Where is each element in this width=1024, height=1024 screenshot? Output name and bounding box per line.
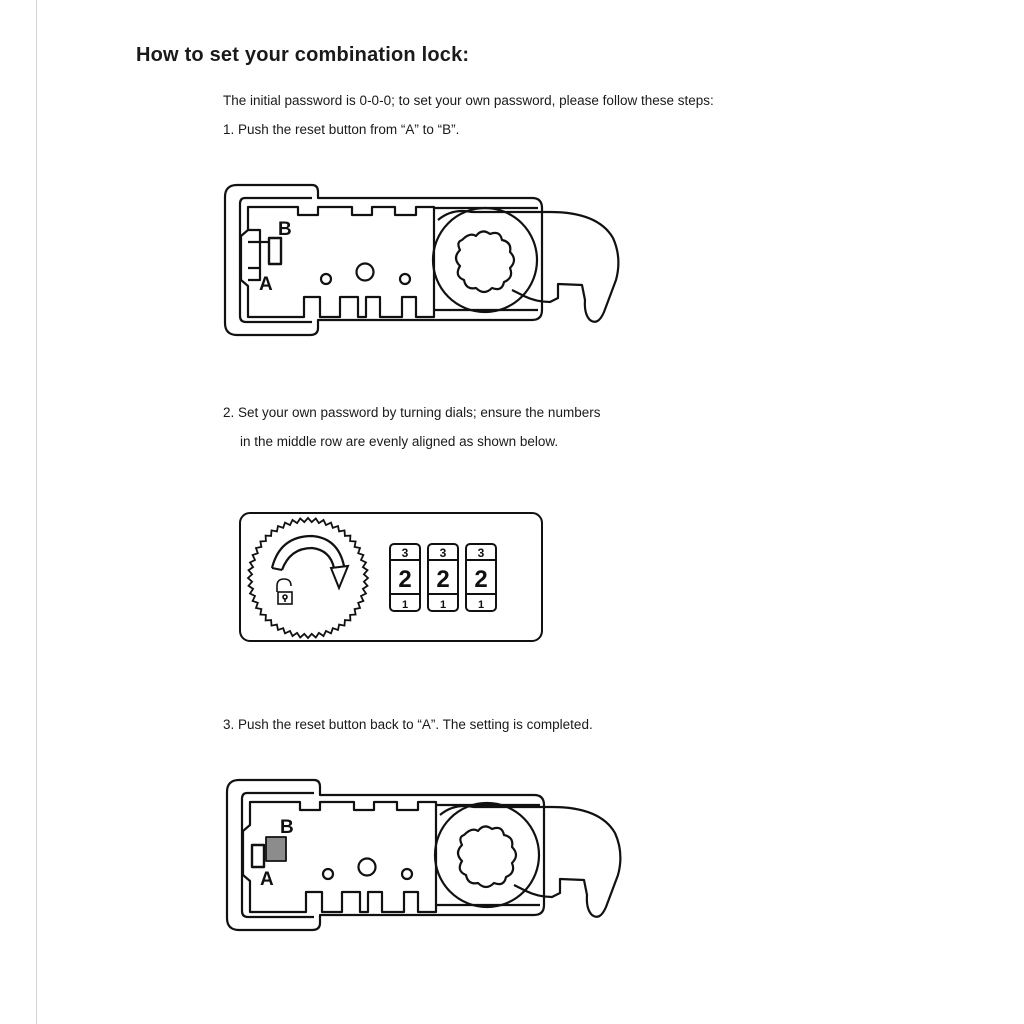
label-a: A [260, 869, 274, 890]
combination-dial-diagram [236, 508, 548, 648]
wheel-digit-middle: 2 [398, 566, 412, 593]
wheel-digit-middle: 2 [436, 566, 450, 593]
step-3-text: 3. Push the reset button back to “A”. The setting is completed. [223, 717, 593, 732]
label-b: B [278, 219, 292, 240]
combination-wheel[interactable] [390, 544, 420, 611]
wheel-digit-bottom: 1 [477, 599, 485, 611]
label-a: A [259, 274, 273, 295]
combination-wheel[interactable] [466, 544, 496, 611]
combination-wheel[interactable] [428, 544, 458, 611]
wheel-digit-bottom: 1 [439, 599, 447, 611]
page-edge [36, 0, 37, 1024]
step-2-text-line-2: in the middle row are evenly aligned as shown below. [240, 434, 559, 449]
wheel-digit-top: 3 [477, 546, 485, 560]
step-1-text: 1. Push the reset button from “A” to “B”. [223, 122, 460, 137]
intro-text: The initial password is 0-0-0; to set your own password, please follow these steps: [223, 93, 714, 108]
wheel-digit-bottom: 1 [401, 599, 409, 611]
wheel-digit-top: 3 [439, 546, 447, 560]
wheel-digit-top: 3 [401, 546, 409, 560]
lock-diagram-position-b [220, 180, 630, 345]
lock-diagram-position-a [222, 775, 632, 940]
page-title: How to set your combination lock: [136, 44, 470, 66]
step-2-text-line-1: 2. Set your own password by turning dials; ensure the numbers [223, 405, 601, 420]
wheel-digit-middle: 2 [474, 566, 488, 593]
label-b: B [280, 817, 294, 838]
